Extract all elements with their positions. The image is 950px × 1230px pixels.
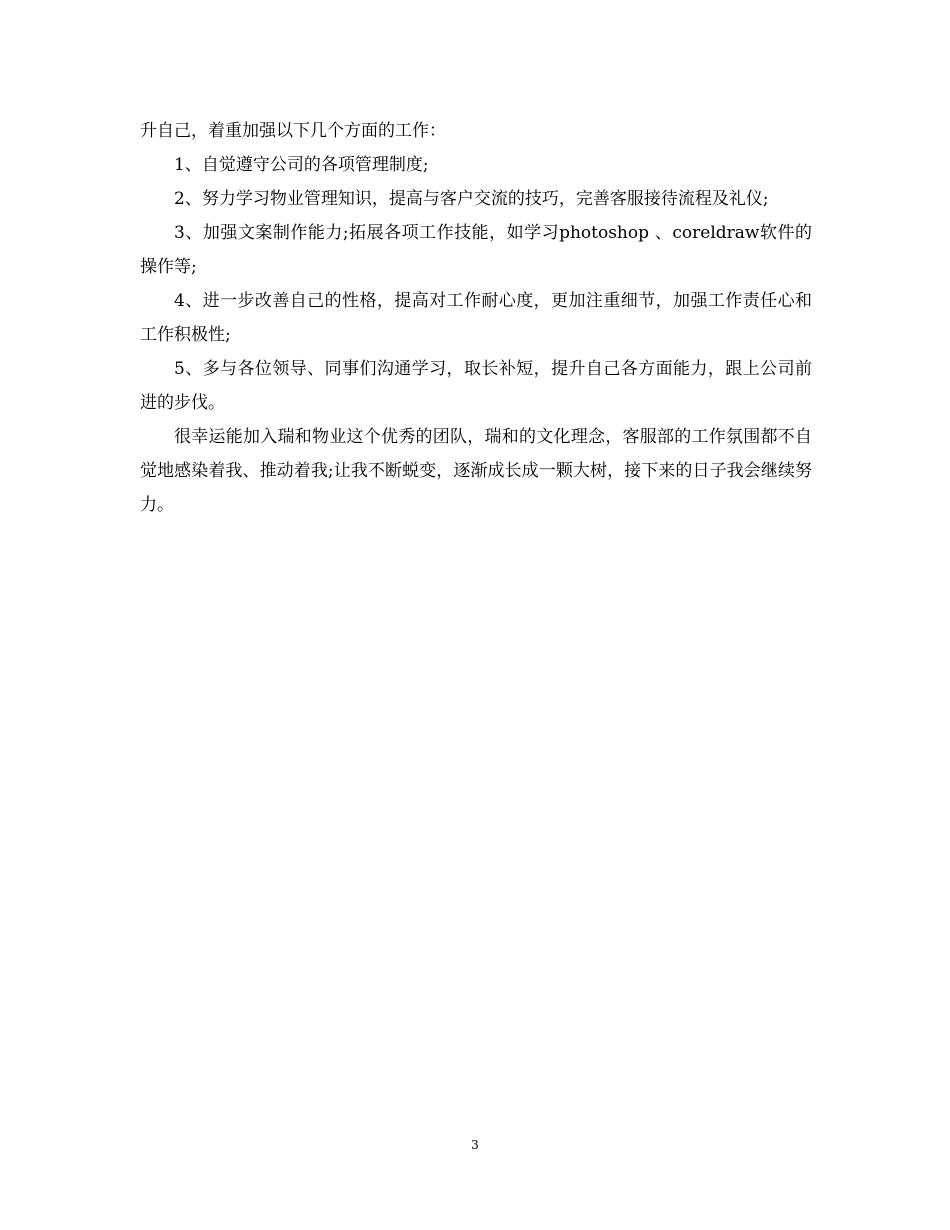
list-item-4: 4、进一步改善自己的性格，提高对工作耐心度，更加注重细节，加强工作责任心和工作积极性; [140, 291, 812, 345]
page-number: 3 [471, 1138, 479, 1152]
list-item-2: 2、努力学习物业管理知识，提高与客户交流的技巧，完善客服接待流程及礼仪; [174, 189, 769, 209]
document-body [140, 114, 812, 522]
list-item-1: 1、自觉遵守公司的各项管理制度; [174, 155, 429, 175]
list-item-3: 3、加强文案制作能力;拓展各项工作技能，如学习photoshop 、coreldraw软件的操作等; [140, 223, 812, 277]
paragraph-continuation: 升自己，着重加强以下几个方面的工作： [140, 121, 446, 141]
closing-paragraph: 很幸运能加入瑞和物业这个优秀的团队，瑞和的文化理念，客服部的工作氛围都不自觉地感染着我、推动着我;让我不断蜕变，逐渐成长成一颗大树，接下来的日子我会继续努力。 [140, 427, 812, 515]
list-item-5: 5、多与各位领导、同事们沟通学习，取长补短，提升自己各方面能力，跟上公司前进的步伐。 [140, 359, 812, 413]
